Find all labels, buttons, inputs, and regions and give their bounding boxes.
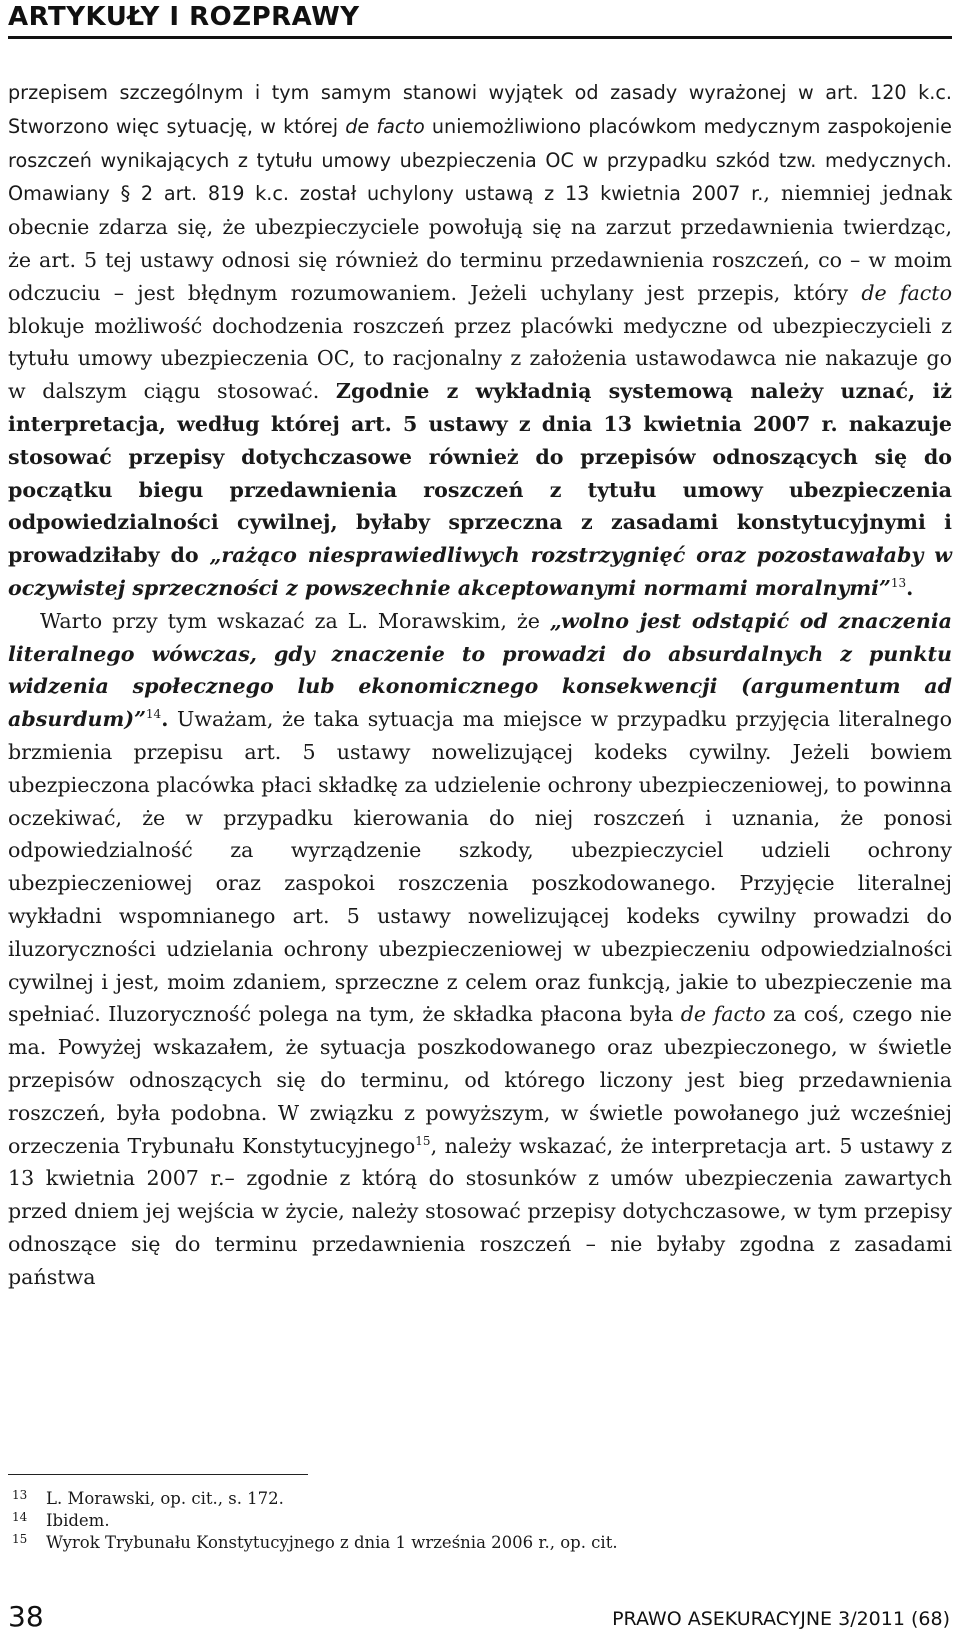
footnote-rule [8,1474,308,1475]
text-run: Uważam, że taka sytuacja ma miejsce w przypadku przyjęcia literalnego brzmienia przepisu art. 5 ustawy nowelizującej kodeks cywilny. Jeżeli bowiem ubezpieczona placówka płaci składkę za udzielenie ochrony ubezpieczeniowej, to powinna oczekiwać, że w przypadku kierowania do niej roszczeń i uznania, że ponosi odpowiedzialność za wyrządzenie szkody, ubezpieczyciel udzieli ochrony ubezpieczeniowej oraz zaspokoi roszczenia poszkodowanego. Przyjęcie literalnej wykładni wspomnianego art. 5 ustawy nowelizującej kodeks cywilny prowadzi do iluzoryczności udzielania ochrony ubezpieczeniowej w ubezpieczeniu odpowiedzialności cywilnej i jest, moim zdaniem, sprzeczne z celem oraz funkcją, jakie to ubezpieczenie ma spełniać. Iluzoryczność polega na tym, że składka płacona była [8,707,952,1027]
quotation-bold-italic: „wolno jest odstąpić od znaczenia literalnego wówczas, gdy znaczenie to prowadzi do absurdalnych z punktu widzenia społecznego lub ekonomicznego konsekwencji (argumentum ad absurdum)” [8,608,953,732]
article-body [8,76,952,1293]
header-rule [8,36,952,39]
text-run-bold: . [161,707,169,732]
text-run-italic: de facto [680,1002,766,1027]
text-run: uniemożliwiono placówkom medycznym zaspokojenie roszczeń wynikających z tytułu umowy ubezpieczenia OC w przypadku szkód tzw. medycznych. Omawiany § 2 art. 819 k.c. został uchylony ustawą z 13 kwietnia 2007 r. [8,114,952,206]
text-run-italic: de facto [861,280,952,305]
paragraph-2 [8,605,952,1294]
text-run-bold: . [906,575,914,600]
paragraph-1 [8,76,952,605]
footnote-text: Ibidem. [46,1511,110,1530]
footnote-15 [12,1532,932,1554]
page-header [0,0,960,44]
footnotes [12,1488,932,1554]
footnote-text: L. Morawski, op. cit., s. 172. [46,1489,284,1508]
footnote-14 [12,1510,932,1532]
footnote-number: 14 [12,1510,28,1524]
footnote-ref-13[interactable]: 13 [890,575,907,590]
page-footer [0,1596,960,1642]
footnote-ref-14[interactable]: 14 [145,707,162,722]
quotation-bold-italic: „rażąco niesprawiedliwych rozstrzygnięć oraz pozostawałaby w oczywistej sprzeczności z powszechnie akceptowanymi normami moralnymi” [8,543,952,600]
text-run: Warto przy tym wskazać za L. Morawskim, że [40,608,550,633]
footnote-text: Wyrok Trybunału Konstytucyjnego z dnia 1 września 2006 r., op. cit. [46,1533,618,1552]
text-run-italic: de facto [345,114,425,138]
section-title: ARTYKUŁY I ROZPRAWY [8,2,360,32]
footnote-number: 13 [12,1488,28,1502]
footnote-13 [12,1488,932,1510]
text-run: za coś, czego nie ma. Powyżej wskazałem, że sytuacja poszkodowanego oraz ubezpieczonego, w świetle przepisów odnoszących się do terminu, od którego liczony jest bieg przedawnienia roszczeń, była podobna. W związku z powyższym, w świetle powołanego już wcześniej orzeczenia Trybunału Konstytucyjnego [8,1002,952,1158]
footnote-number: 15 [12,1532,28,1546]
text-run: , niemniej jednak obecnie zdarza się, że ubezpieczyciele powołują się na zarzut przedawnienia twierdząc, że art. 5 tej ustawy odnosi się również do terminu przedawnienia roszczeń, co – w moim odczuciu – jest błędnym rozumowaniem. Jeżeli uchylany jest przepis, który [8,181,952,305]
footnote-ref-15[interactable]: 15 [415,1133,431,1148]
text-run-bold: Zgodnie z wykładnią systemową należy uznać, iż interpretacja, według której art. 5 ustawy z dnia 13 kwietnia 2007 r. nakazuje stosować przepisy dotychczasowe również do przepisów odnoszących się do początku biegu przedawnienia roszczeń z tytułu umowy ubezpieczenia odpowiedzialności cywilnej, byłaby sprzeczna z zasadami konstytucyjnymi i prowadziłaby do [8,379,952,568]
text-run: , należy wskazać, że interpretacja art. 5 ustawy z 13 kwietnia 2007 r.– zgodnie z którą do stosunków z umów ubezpieczenia zawartych przed dniem jej wejścia w życie, należy stosować przepisy dotychczasowe, w tym przepisy odnoszące się do terminu przedawnienia roszczeń – nie byłaby zgodna z zasadami państwa [8,1133,953,1289]
journal-title: PRAWO ASEKURACYJNE 3/2011 (68) [612,1608,950,1630]
text-run: blokuje możliwość dochodzenia roszczeń przez placówki medyczne od ubezpieczycieli z tytułu umowy ubezpieczenia OC, to racjonalny z założenia ustawodawca nie nakazuje go w dalszym ciągu stosować. [8,313,952,404]
page-number: 38 [8,1600,44,1633]
text-run: przepisem szczególnym i tym samym stanowi wyjątek od zasady wyrażonej w art. 120 k.c. Stworzono więc sytuację, w której [8,81,952,138]
